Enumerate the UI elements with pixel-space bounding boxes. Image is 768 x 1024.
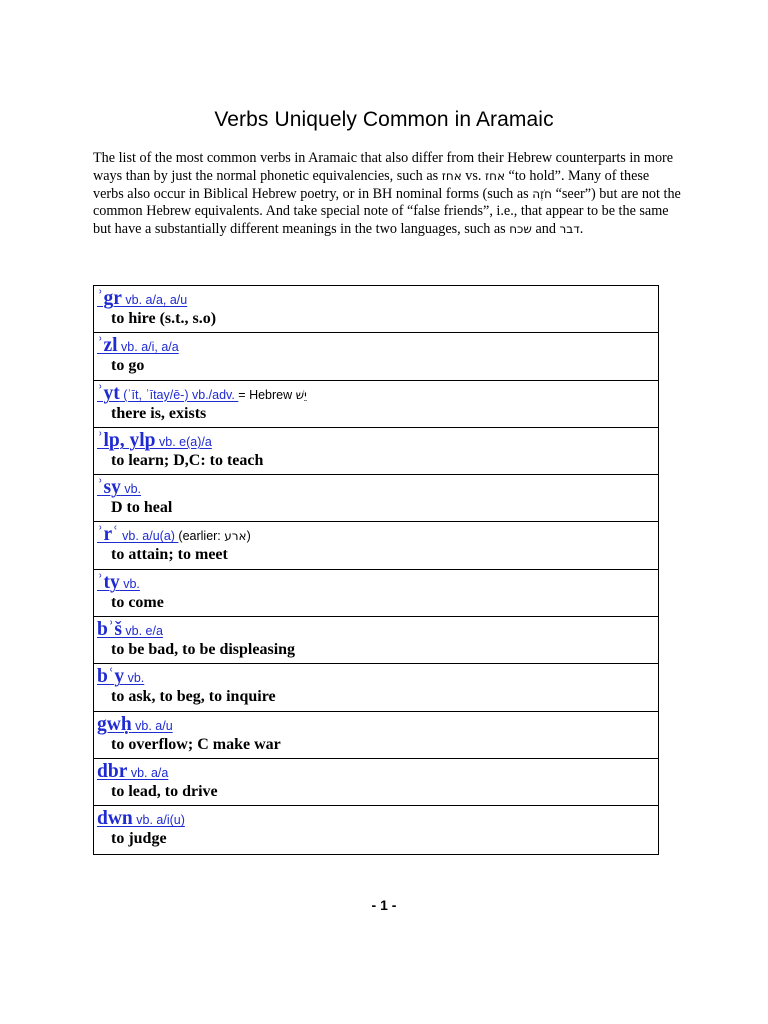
verb-root: bʿy [97, 666, 125, 688]
verb-note [178, 529, 250, 543]
verb-entry-link[interactable] [97, 429, 212, 451]
verb-gloss: to learn; D,C: to teach [111, 451, 264, 469]
intro-text-6: . [579, 221, 584, 238]
verb-grammar: vb. [119, 576, 140, 591]
verb-entry-link[interactable] [97, 288, 188, 309]
verb-root: gwḥ [97, 713, 132, 735]
verb-grammar: vb. [124, 671, 145, 686]
verb-entry-link[interactable] [97, 524, 179, 546]
verb-row [94, 286, 658, 333]
verb-grammar: vb. e/a [121, 624, 163, 639]
verb-entry-link[interactable] [97, 382, 239, 404]
intro-text-3: “to hold”. Many of these verbs also occur in Biblical Hebrew poetry, or in BH nominal forms (such as [93, 167, 650, 202]
verb-row [94, 570, 658, 617]
intro-hebrew-5: דבר [559, 222, 580, 237]
verb-gloss: to lead, to drive [111, 782, 218, 800]
verb-grammar: vb. a/u(a) [118, 529, 179, 544]
verb-note-hebrew: יֵשׁ [295, 387, 307, 402]
verb-root: ʾrʿ [97, 524, 119, 546]
verb-root: bʾš [97, 619, 122, 641]
verb-grammar: vb. [120, 482, 141, 497]
intro-hebrew-1: אחז [441, 168, 462, 183]
verb-row [94, 522, 658, 569]
verb-row [94, 712, 658, 759]
verb-row [94, 381, 658, 428]
verb-grammar: vb. a/i(u) [132, 813, 185, 828]
verb-entry-link[interactable] [97, 760, 169, 782]
verb-note-text: (earlier: [178, 529, 225, 544]
verb-table [93, 285, 659, 855]
verb-note-hebrew: ארע [224, 529, 247, 544]
verb-root: ʾgr [97, 288, 122, 309]
verb-entry-link[interactable] [97, 666, 145, 688]
verb-entry-link[interactable] [97, 619, 163, 641]
intro-text-5: and [531, 221, 560, 238]
verb-gloss: to go [111, 357, 145, 375]
verb-grammar: vb. a/i, a/a [117, 340, 179, 355]
verb-gloss: to come [111, 593, 164, 611]
verb-gloss: to judge [111, 830, 167, 848]
verb-gloss: to ask, to beg, to inquire [111, 688, 276, 706]
intro-paragraph [93, 150, 683, 239]
verb-root: ʾlp, ylp [97, 429, 156, 451]
verb-gloss: to overflow; C make war [111, 735, 281, 753]
verb-root: ʾzl [97, 335, 118, 357]
verb-root: dwn [97, 808, 133, 830]
verb-grammar: vb. e(a)/a [155, 434, 212, 449]
verb-gloss: D to heal [111, 499, 173, 517]
page-number: - 1 - [371, 897, 397, 913]
verb-entry-link[interactable] [97, 477, 141, 499]
verb-entry-link[interactable] [97, 571, 140, 593]
verb-root: ʾsy [97, 477, 121, 499]
verb-note [238, 388, 307, 402]
verb-root: ʾty [97, 571, 120, 593]
verb-gloss: to be bad, to be displeasing [111, 641, 296, 659]
intro-text-4: “seer”) but are not the common Hebrew equivalents. And take special note of “false friends”, i.e., that appear to be the same but have a substantially different meanings in the two languages, such as [93, 185, 681, 238]
verb-note-text: = Hebrew [238, 387, 296, 402]
verb-entry-link[interactable] [97, 713, 173, 735]
intro-text-2: vs. [461, 167, 485, 184]
verb-gloss: to hire (s.t., s.o) [111, 310, 217, 327]
verb-root: ʾyt [97, 382, 120, 404]
intro-text-1: The list of the most common verbs in Aramaic that also differ from their Hebrew counterparts in more ways than by just the normal phonetic equivalencies, such as [93, 150, 674, 184]
verb-grammar: vb. a/a, a/u [121, 293, 188, 307]
verb-row [94, 617, 658, 664]
verb-entry-link[interactable] [97, 335, 179, 357]
verb-grammar: vb. a/a [127, 765, 169, 780]
verb-gloss: to attain; to meet [111, 546, 228, 564]
intro-hebrew-4: שכח [509, 222, 532, 237]
verb-entry-link[interactable] [97, 808, 185, 830]
intro-hebrew-2: אחז [484, 168, 505, 183]
intro-hebrew-3: חֹזֶה [532, 186, 553, 201]
verb-row [94, 806, 658, 854]
verb-gloss: there is, exists [111, 404, 207, 422]
verb-grammar: (ʾīt, ʾītay/ē-) vb./adv. [119, 387, 239, 402]
verb-row [94, 664, 658, 711]
verb-row [94, 428, 658, 475]
page-title: Verbs Uniquely Common in Aramaic [214, 108, 554, 131]
verb-row [94, 333, 658, 380]
verb-grammar: vb. a/u [131, 718, 173, 733]
verb-row [94, 475, 658, 522]
verb-root: dbr [97, 760, 128, 782]
verb-note-end: ) [246, 529, 251, 544]
verb-row [94, 759, 658, 806]
